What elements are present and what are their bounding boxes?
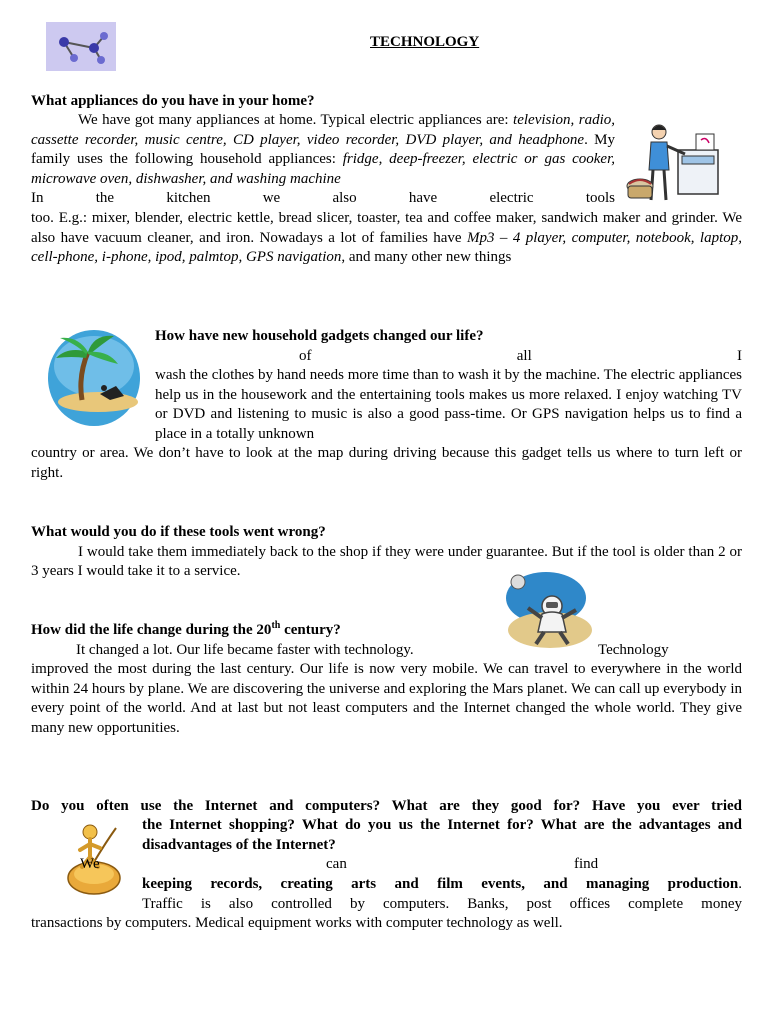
text-italic: fridge, deep-freezer, electric or gas cooker, microwave oven, dishwasher, and washing machine: [31, 151, 616, 187]
question-appliances: What appliances do you have in your home?: [31, 93, 315, 109]
question-20th-century: [31, 621, 742, 641]
question-gadgets: How have new household gadgets changed our life?: [155, 328, 484, 344]
section-20th-century: [31, 621, 742, 738]
superscript: th: [271, 620, 281, 631]
section-tools-wrong: [31, 523, 742, 582]
text-italic: Mp3 – 4 player, computer, notebook, laptop, cell-phone, i-phone, ipod, palmtop, GPS navigation: [31, 229, 742, 265]
text: transactions by computers. Medical equipment works with computer technology as well.: [31, 915, 563, 931]
century-body: improved the most during the last century. Our life is now very mobile. We can travel to everywhere in the world within 24 hours by plane. We are discovering the universe and exploring the Mars planet. We can call up everybody in every point of the world. And at last but not least computers and the Internet changed the whole world. They give many new opportunities.: [31, 661, 742, 736]
word: find: [574, 856, 599, 872]
laundry-clipart: [626, 120, 724, 206]
text: Traffic is also controlled by computers. Banks, post offices complete money: [142, 896, 742, 912]
appliances-paragraph-bottom: too. E.g.: mixer, blender, electric kettle, bread slicer, toaster, tea and coffee maker, sandwich maker and grinder. We also have vacuum cleaner, and iron. Nowadays a lot of families have Mp3 – 4 player, computer, notebook, laptop, cell-phone, i-phone, ipod, palmtop, GPS navigation, and many other new things: [31, 210, 742, 265]
text: Technology: [598, 641, 669, 658]
text: We have got many appliances at home. Typical electric appliances are:: [78, 112, 514, 128]
section-appliances: [31, 92, 742, 112]
internet-body-2: [31, 914, 742, 934]
internet-bold-line: [142, 875, 742, 895]
question-internet-rest: [142, 816, 742, 855]
gadgets-body-narrow: wash the clothes by hand needs more time than to wash it by the machine. The electric appliances help us in the housework and the entertaining tools makes us more relaxed. I enjoy watching TV or DVD and listening to music is also a good pass-time. Or GPS navigation helps us to find a place in a totally unknown: [155, 367, 742, 442]
text-bold: keeping records, creating arts and film events, and managing production: [142, 876, 739, 892]
appliances-paragraph-top: [31, 111, 615, 189]
molecule-clipart: [46, 22, 116, 71]
gadgets-spread-line: [155, 347, 742, 367]
word: of: [299, 347, 312, 364]
text: . My family uses the following household appliances:: [31, 131, 615, 167]
text: the Internet shopping? What do you us the Internet for? What are the advantages and disadvantages of the Internet?: [142, 817, 742, 853]
page-title: TECHNOLOGY: [370, 34, 480, 50]
century-first-line: [31, 641, 742, 661]
text: .: [738, 876, 742, 892]
text: It changed a lot. Our life became faster with technology.: [76, 641, 414, 658]
appliances-paragraph-kitchen-a: In the kitchen we also have electric tools: [31, 190, 615, 206]
word: We: [80, 856, 100, 872]
section-gadgets: [155, 327, 742, 366]
word: can: [326, 856, 347, 872]
internet-spread-line: [80, 855, 604, 875]
internet-body-1: [142, 895, 742, 915]
text: How did the life change during the 20: [31, 622, 272, 638]
text: century?: [280, 622, 341, 638]
text-italic: television, radio, cassette recorder, music centre, CD player, video recorder, DVD player, and headphone: [31, 112, 615, 148]
tools-wrong-body: I would take them immediately back to the shop if they were under guarantee. But if the tool is older than 2 or 3 years I would take it to a service.: [31, 543, 742, 579]
gadgets-body-wide: country or area. We don’t have to look at the map during driving because this gadget tells us where to turn left or right.: [31, 445, 742, 481]
text: , and many other new things: [341, 249, 512, 265]
word: I: [737, 347, 742, 364]
question-internet-line1: Do you often use the Internet and computers? What are they good for? Have you ever tried: [31, 798, 742, 814]
word: all: [516, 347, 532, 364]
island-clipart: [46, 328, 142, 430]
section-internet: [31, 797, 742, 817]
question-tools-wrong: What would you do if these tools went wrong?: [31, 524, 326, 540]
